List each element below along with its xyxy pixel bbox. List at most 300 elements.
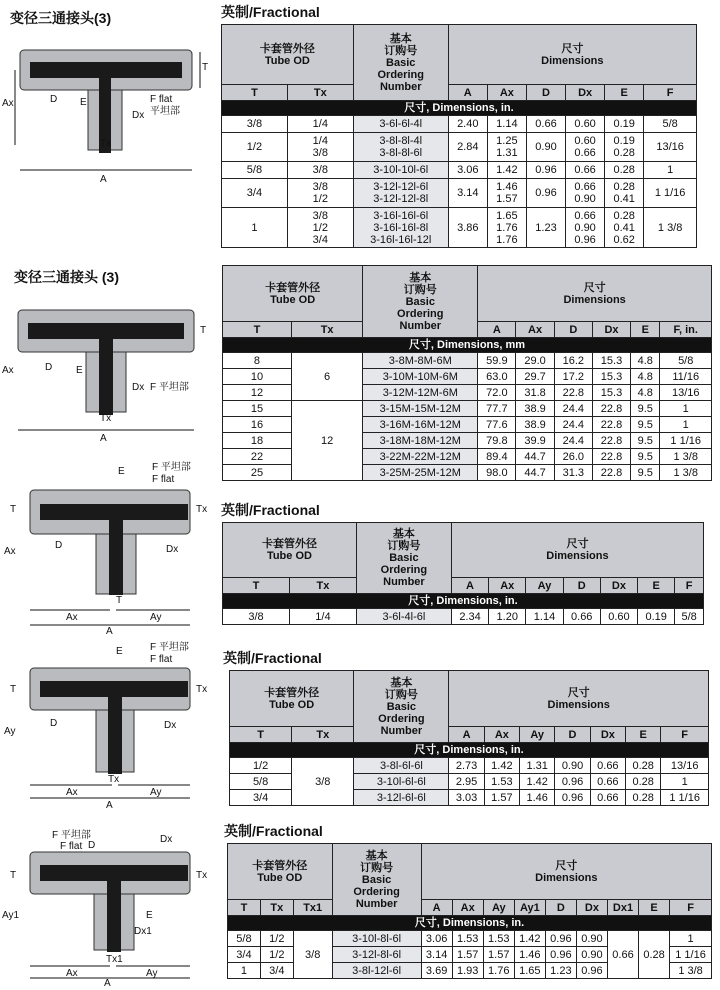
col-E: E (631, 322, 660, 338)
dim-label-E: E (76, 365, 83, 376)
cell: 0.96 (526, 162, 565, 179)
cell: 89.4 (478, 449, 516, 465)
dim-label-T: T (10, 870, 17, 881)
cell: 26.0 (554, 449, 592, 465)
dim-label-Ax: Ax (66, 968, 78, 979)
col-F: F (675, 578, 704, 594)
header-ordering-number: 基本 订购号 Basic Ordering Number (332, 844, 421, 916)
dim-label-Tx: Tx (100, 138, 112, 149)
cell: 1/2 (230, 758, 292, 774)
col-E: E (605, 85, 644, 101)
cell: 1.53 (483, 931, 514, 947)
cell: 0.66 0.90 (566, 179, 605, 208)
cell: 0.60 (600, 609, 637, 625)
dim-label-E: E (146, 910, 153, 921)
header-dims-en: Dimensions (546, 550, 609, 562)
cell: 1 (670, 931, 712, 947)
dim-label-Ay: Ay (150, 787, 162, 798)
header-dims-en: Dimensions (547, 698, 610, 711)
section-title-1: 变径三通接头(3) (10, 10, 112, 26)
dim-label-Fflat: F flat (60, 841, 83, 852)
cell: 8 (223, 353, 292, 369)
table-row (223, 401, 712, 417)
col-A: A (449, 727, 484, 743)
cell: 0.28 (605, 162, 644, 179)
col-T: T (222, 85, 288, 101)
cell: 1.42 (487, 162, 526, 179)
cell: 10 (223, 369, 292, 385)
dim-label-A: A (100, 433, 107, 444)
cell-ordering-number: 3-16M-16M-12M (363, 417, 478, 433)
col-Dx1: Dx1 (607, 900, 638, 916)
dim-label-Fcn: 平坦部 (150, 106, 180, 117)
cell-ordering-number: 3-12l-8l-6l (332, 947, 421, 963)
cell: 0.66 (526, 116, 565, 133)
cell: 0.28 0.41 (605, 179, 644, 208)
header-tube-od-en: Tube OD (264, 54, 310, 67)
cell: 22.8 (554, 385, 592, 401)
cell: 1.46 (520, 790, 555, 806)
dim-label-D: D (50, 718, 58, 729)
cell: 0.28 (626, 774, 661, 790)
cell-tx1-group: 3/8 (293, 931, 332, 979)
cell: 1/4 (287, 116, 353, 133)
cell: 0.60 0.66 (566, 133, 605, 162)
cell: 31.3 (554, 465, 592, 481)
cell-ordering-number: 3-8M-8M-6M (363, 353, 478, 369)
dim-label-Ax: Ax (66, 612, 78, 623)
cell: 4.8 (631, 385, 660, 401)
col-T: T (230, 727, 292, 743)
col-A: A (451, 578, 488, 594)
header-dimensions (421, 844, 711, 900)
cell: 0.90 (576, 947, 607, 963)
cell: 1.42 (484, 758, 519, 774)
cell: 0.19 (605, 116, 644, 133)
dim-label-A: A (106, 800, 113, 810)
cell: 1 1/16 (661, 790, 709, 806)
units-row: 尺寸, Dimensions, in. (223, 594, 704, 609)
cell: 25 (223, 465, 292, 481)
dim-label-E: E (118, 466, 125, 477)
col-Tx: Tx (289, 578, 356, 594)
cell: 38.9 (516, 401, 554, 417)
dim-label-D: D (88, 840, 96, 851)
dim-label-Tx-bottom: Tx (108, 774, 120, 785)
units-row: 尺寸, Dimensions, mm (223, 338, 712, 353)
cell: 22.8 (592, 417, 630, 433)
cell: 0.96 (545, 947, 576, 963)
cell: 1.46 (514, 947, 545, 963)
cell: 3/4 (260, 963, 293, 979)
col-F: F (670, 900, 712, 916)
cell: 3.03 (449, 790, 484, 806)
dim-label-A: A (104, 978, 111, 988)
cell: 2.84 (448, 133, 487, 162)
cell: 1.57 (483, 947, 514, 963)
cell: 1 1/16 (660, 433, 712, 449)
cell: 29.0 (516, 353, 554, 369)
dim-label-D: D (50, 94, 58, 105)
cell-ordering-number: 3-22M-22M-12M (363, 449, 478, 465)
cell: 5/8 (644, 116, 697, 133)
cell: 1.14 (487, 116, 526, 133)
col-Dx: Dx (576, 900, 607, 916)
cell: 1.76 (483, 963, 514, 979)
dim-label-E: E (116, 646, 123, 657)
cell: 0.28 0.41 0.62 (605, 208, 644, 248)
units-row: 尺寸, Dimensions, in. (222, 101, 697, 116)
cell: 5/8 (230, 774, 292, 790)
dim-label-Fflat: F flat (150, 94, 173, 105)
cell: 1.65 1.76 1.76 (487, 208, 526, 248)
cell: 1.53 (484, 774, 519, 790)
col-A: A (478, 322, 516, 338)
cell: 22.8 (592, 465, 630, 481)
cell: 24.4 (554, 433, 592, 449)
header-dims-cn: 尺寸 (583, 281, 606, 294)
reducing-tee-diagram-2 (0, 295, 215, 445)
cell: 0.90 (555, 758, 590, 774)
col-Tx: Tx (260, 900, 293, 916)
dim-label-T: T (10, 504, 17, 515)
cell: 1/4 (289, 609, 356, 625)
cell: 13/16 (661, 758, 709, 774)
cell: 11/16 (660, 369, 712, 385)
cell: 72.0 (478, 385, 516, 401)
cell-ordering-number: 3-18M-18M-12M (363, 433, 478, 449)
cell: 3.14 (448, 179, 487, 208)
col-D: D (555, 727, 590, 743)
col-T: T (228, 900, 261, 916)
cell: 1 1/16 (644, 179, 697, 208)
dim-label-Tx: Tx (196, 684, 208, 695)
cell: 12 (223, 385, 292, 401)
cell: 1.57 (484, 790, 519, 806)
dim-label-Ax: Ax (2, 365, 14, 376)
cell: 0.66 (563, 609, 600, 625)
cell: 98.0 (478, 465, 516, 481)
col-D: D (526, 85, 565, 101)
cell: 0.96 (576, 963, 607, 979)
header-dims-en: Dimensions (563, 293, 626, 306)
dim-label-Tx1: Tx1 (106, 954, 123, 965)
table3-subtitle: 英制/Fractional (221, 502, 320, 518)
cell: 1 (660, 401, 712, 417)
cell: 0.66 (590, 790, 625, 806)
cell-ordering-number: 3-16l-16l-6l 3-16l-16l-8l 3-16l-16l-12l (353, 208, 448, 248)
dim-label-Dx: Dx (132, 382, 145, 393)
reducing-tee-diagram-5 (0, 818, 215, 988)
cell-tx-group: 3/8 (292, 758, 354, 806)
table-fractional-2 (222, 522, 704, 625)
header-ordering-number: 基本 订购号 Basic Ordering Number (353, 25, 448, 101)
cell: 44.7 (516, 449, 554, 465)
cell: 0.66 (566, 162, 605, 179)
table-row (222, 162, 697, 179)
cell: 1.93 (452, 963, 483, 979)
cell: 1.20 (489, 609, 526, 625)
table1-subtitle: 英制/Fractional (221, 4, 320, 20)
cell: 1 3/8 (660, 449, 712, 465)
col-E: E (626, 727, 661, 743)
reducing-tee-diagram-4 (0, 640, 215, 810)
cell: 3.69 (421, 963, 452, 979)
header-ordering-number: 基本 订购号 Basic Ordering Number (354, 671, 449, 743)
cell-ordering-number: 3-8l-6l-6l (354, 758, 449, 774)
reducing-tee-diagram-1 (0, 30, 215, 195)
table-row (222, 179, 697, 208)
col-D: D (554, 322, 592, 338)
reducing-tee-diagram-3 (0, 460, 215, 635)
units-row: 尺寸, Dimensions, in. (228, 916, 712, 931)
cell: 15 (223, 401, 292, 417)
cell: 2.40 (448, 116, 487, 133)
col-D: D (545, 900, 576, 916)
col-Tx: Tx (291, 322, 362, 338)
dim-label-F: F 平坦部 (150, 382, 189, 393)
cell: 1.14 (526, 609, 563, 625)
cell: 3/4 (228, 947, 261, 963)
cell-tx-group: 12 (291, 401, 362, 481)
header-tube-od-en: Tube OD (270, 293, 316, 306)
cell-ordering-number: 3-12M-12M-6M (363, 385, 478, 401)
cell: 0.96 (555, 774, 590, 790)
dim-label-D: D (45, 362, 53, 373)
cell: 3.06 (448, 162, 487, 179)
table5-subtitle: 英制/Fractional (224, 823, 323, 839)
cell: 9.5 (631, 449, 660, 465)
units-row: 尺寸, Dimensions, in. (230, 743, 709, 758)
cell: 1 (644, 162, 697, 179)
header-dims-en: Dimensions (541, 54, 604, 67)
cell-ordering-number: 3-15M-15M-12M (363, 401, 478, 417)
cell: 1.42 (514, 931, 545, 947)
table-fractional-3 (229, 670, 709, 806)
col-F: F (644, 85, 697, 101)
cell: 1.25 1.31 (487, 133, 526, 162)
header-dimensions (448, 25, 696, 85)
cell-ordering-number: 3-10l-10l-6l (353, 162, 448, 179)
cell: 0.28 (626, 758, 661, 774)
col-A: A (421, 900, 452, 916)
header-tube-od-cn: 卡套管外径 (259, 42, 315, 55)
dim-label-Fcn: F 平坦部 (150, 642, 189, 653)
cell: 9.5 (631, 465, 660, 481)
cell: 4.8 (631, 353, 660, 369)
cell: 0.28 (626, 790, 661, 806)
dim-label-Ay: Ay (146, 968, 158, 979)
table-row (222, 208, 697, 248)
cell: 1/4 3/8 (287, 133, 353, 162)
cell: 16 (223, 417, 292, 433)
cell: 16.2 (554, 353, 592, 369)
cell: 1/2 (260, 947, 293, 963)
cell: 79.8 (478, 433, 516, 449)
cell: 63.0 (478, 369, 516, 385)
cell: 3.06 (421, 931, 452, 947)
cell: 1 3/8 (644, 208, 697, 248)
dim-label-Ay: Ay (150, 612, 162, 623)
cell-ordering-number: 3-25M-25M-12M (363, 465, 478, 481)
col-Tx1: Tx1 (293, 900, 332, 916)
cell-ordering-number: 3-6l-6l-4l (353, 116, 448, 133)
cell: 0.96 (555, 790, 590, 806)
table-fractional-1 (221, 24, 697, 248)
table-row (228, 931, 712, 947)
table-row (223, 353, 712, 369)
cell: 1 (222, 208, 288, 248)
cell: 3.86 (448, 208, 487, 248)
cell: 1.53 (452, 931, 483, 947)
cell: 15.3 (592, 385, 630, 401)
cell: 1 1/16 (670, 947, 712, 963)
header-dims-en: Dimensions (535, 871, 598, 884)
col-Ay: Ay (526, 578, 563, 594)
cell: 5/8 (228, 931, 261, 947)
cell-ordering-number: 3-10l-8l-6l (332, 931, 421, 947)
dim-label-Ax: Ax (2, 98, 14, 109)
cell: 31.8 (516, 385, 554, 401)
cell: 17.2 (554, 369, 592, 385)
cell: 24.4 (554, 417, 592, 433)
table-row (230, 758, 709, 774)
dim-label-Ax: Ax (66, 787, 78, 798)
dim-label-Tx: Tx (100, 413, 112, 424)
cell: 18 (223, 433, 292, 449)
cell: 1 3/8 (670, 963, 712, 979)
cell: 0.19 (638, 609, 675, 625)
dim-label-Dx: Dx (160, 834, 173, 845)
dim-label-Dx: Dx (164, 720, 177, 731)
header-dims-cn: 尺寸 (567, 686, 590, 699)
cell-ordering-number: 3-12l-6l-6l (354, 790, 449, 806)
cell: 2.34 (451, 609, 488, 625)
table-metric (222, 265, 712, 481)
dim-label-A: A (106, 626, 113, 635)
dim-label-Fcn: F 平坦部 (52, 830, 91, 841)
header-ordering-number: 基本 订购号 Basic Ordering Number (363, 266, 478, 338)
dim-label-T: T (202, 62, 209, 73)
cell: 38.9 (516, 417, 554, 433)
cell: 13/16 (644, 133, 697, 162)
cell: 22.8 (592, 401, 630, 417)
col-Ay: Ay (483, 900, 514, 916)
header-tube-od-cn: 卡套管外径 (261, 538, 317, 550)
col-Tx: Tx (287, 85, 353, 101)
cell: 2.73 (449, 758, 484, 774)
dim-label-Dx: Dx (166, 544, 179, 555)
cell: 5/8 (660, 353, 712, 369)
col-Ay: Ay (520, 727, 555, 743)
table-row (222, 133, 697, 162)
cell: 29.7 (516, 369, 554, 385)
cell: 3/4 (222, 179, 288, 208)
cell-e-group: 0.28 (639, 931, 670, 979)
cell: 0.90 (526, 133, 565, 162)
cell: 22.8 (592, 433, 630, 449)
dim-label-Dx1: Dx1 (134, 926, 152, 937)
col-Ax: Ax (487, 85, 526, 101)
cell: 0.19 0.28 (605, 133, 644, 162)
cell: 15.3 (592, 353, 630, 369)
col-Ax: Ax (484, 727, 519, 743)
cell: 3/8 (222, 116, 288, 133)
cell: 9.5 (631, 433, 660, 449)
cell: 77.6 (478, 417, 516, 433)
table-fractional-4 (227, 843, 712, 979)
cell: 1 (661, 774, 709, 790)
header-tube-od (223, 523, 357, 578)
cell: 22 (223, 449, 292, 465)
cell-ordering-number: 3-10M-10M-6M (363, 369, 478, 385)
cell: 0.96 (526, 179, 565, 208)
col-Ax: Ax (452, 900, 483, 916)
header-dimensions (478, 266, 712, 322)
table4-subtitle: 英制/Fractional (223, 650, 322, 666)
col-Dx: Dx (590, 727, 625, 743)
cell: 3/8 (287, 162, 353, 179)
col-Ax: Ax (489, 578, 526, 594)
dim-label-Fflat: F flat (152, 474, 175, 485)
col-E: E (638, 578, 675, 594)
dim-label-Ay1: Ay1 (2, 910, 20, 921)
cell-dx1-group: 0.66 (607, 931, 638, 979)
header-tube-od (230, 671, 354, 727)
cell: 1.46 1.57 (487, 179, 526, 208)
dim-label-T-bottom: T (116, 595, 123, 606)
cell: 44.7 (516, 465, 554, 481)
header-tube-od-en: Tube OD (257, 871, 303, 884)
cell: 59.9 (478, 353, 516, 369)
col-T: T (223, 578, 290, 594)
dim-label-Fcn: F 平坦部 (152, 462, 191, 473)
header-dims-cn: 尺寸 (566, 538, 589, 550)
dim-label-Dx: Dx (132, 110, 145, 121)
col-E: E (639, 900, 670, 916)
col-A: A (448, 85, 487, 101)
header-tube-od-en: Tube OD (269, 698, 315, 711)
cell: 1.65 (514, 963, 545, 979)
cell: 77.7 (478, 401, 516, 417)
dim-label-Fflat: F flat (150, 654, 173, 665)
header-tube-od (222, 25, 354, 85)
col-Ax: Ax (516, 322, 554, 338)
col-Dx: Dx (592, 322, 630, 338)
cell: 0.60 (566, 116, 605, 133)
cell: 4.8 (631, 369, 660, 385)
cell: 24.4 (554, 401, 592, 417)
dim-label-Tx: Tx (196, 504, 208, 515)
cell: 1.23 (545, 963, 576, 979)
header-tube-od (223, 266, 363, 322)
dim-label-Ay-vert: Ay (4, 726, 16, 737)
header-dims-cn: 尺寸 (561, 42, 584, 55)
cell: 15.3 (592, 369, 630, 385)
cell: 13/16 (660, 385, 712, 401)
cell: 9.5 (631, 401, 660, 417)
cell: 1.42 (520, 774, 555, 790)
cell: 1/2 (260, 931, 293, 947)
cell: 0.66 0.90 0.96 (566, 208, 605, 248)
cell: 3/4 (230, 790, 292, 806)
cell: 1 3/8 (660, 465, 712, 481)
cell: 22.8 (592, 449, 630, 465)
cell: 3/8 (223, 609, 290, 625)
header-ordering-number: 基本 订购号 Basic Ordering Number (356, 523, 451, 594)
cell: 5/8 (222, 162, 288, 179)
cell-ordering-number: 3-8l-8l-4l 3-8l-8l-6l (353, 133, 448, 162)
